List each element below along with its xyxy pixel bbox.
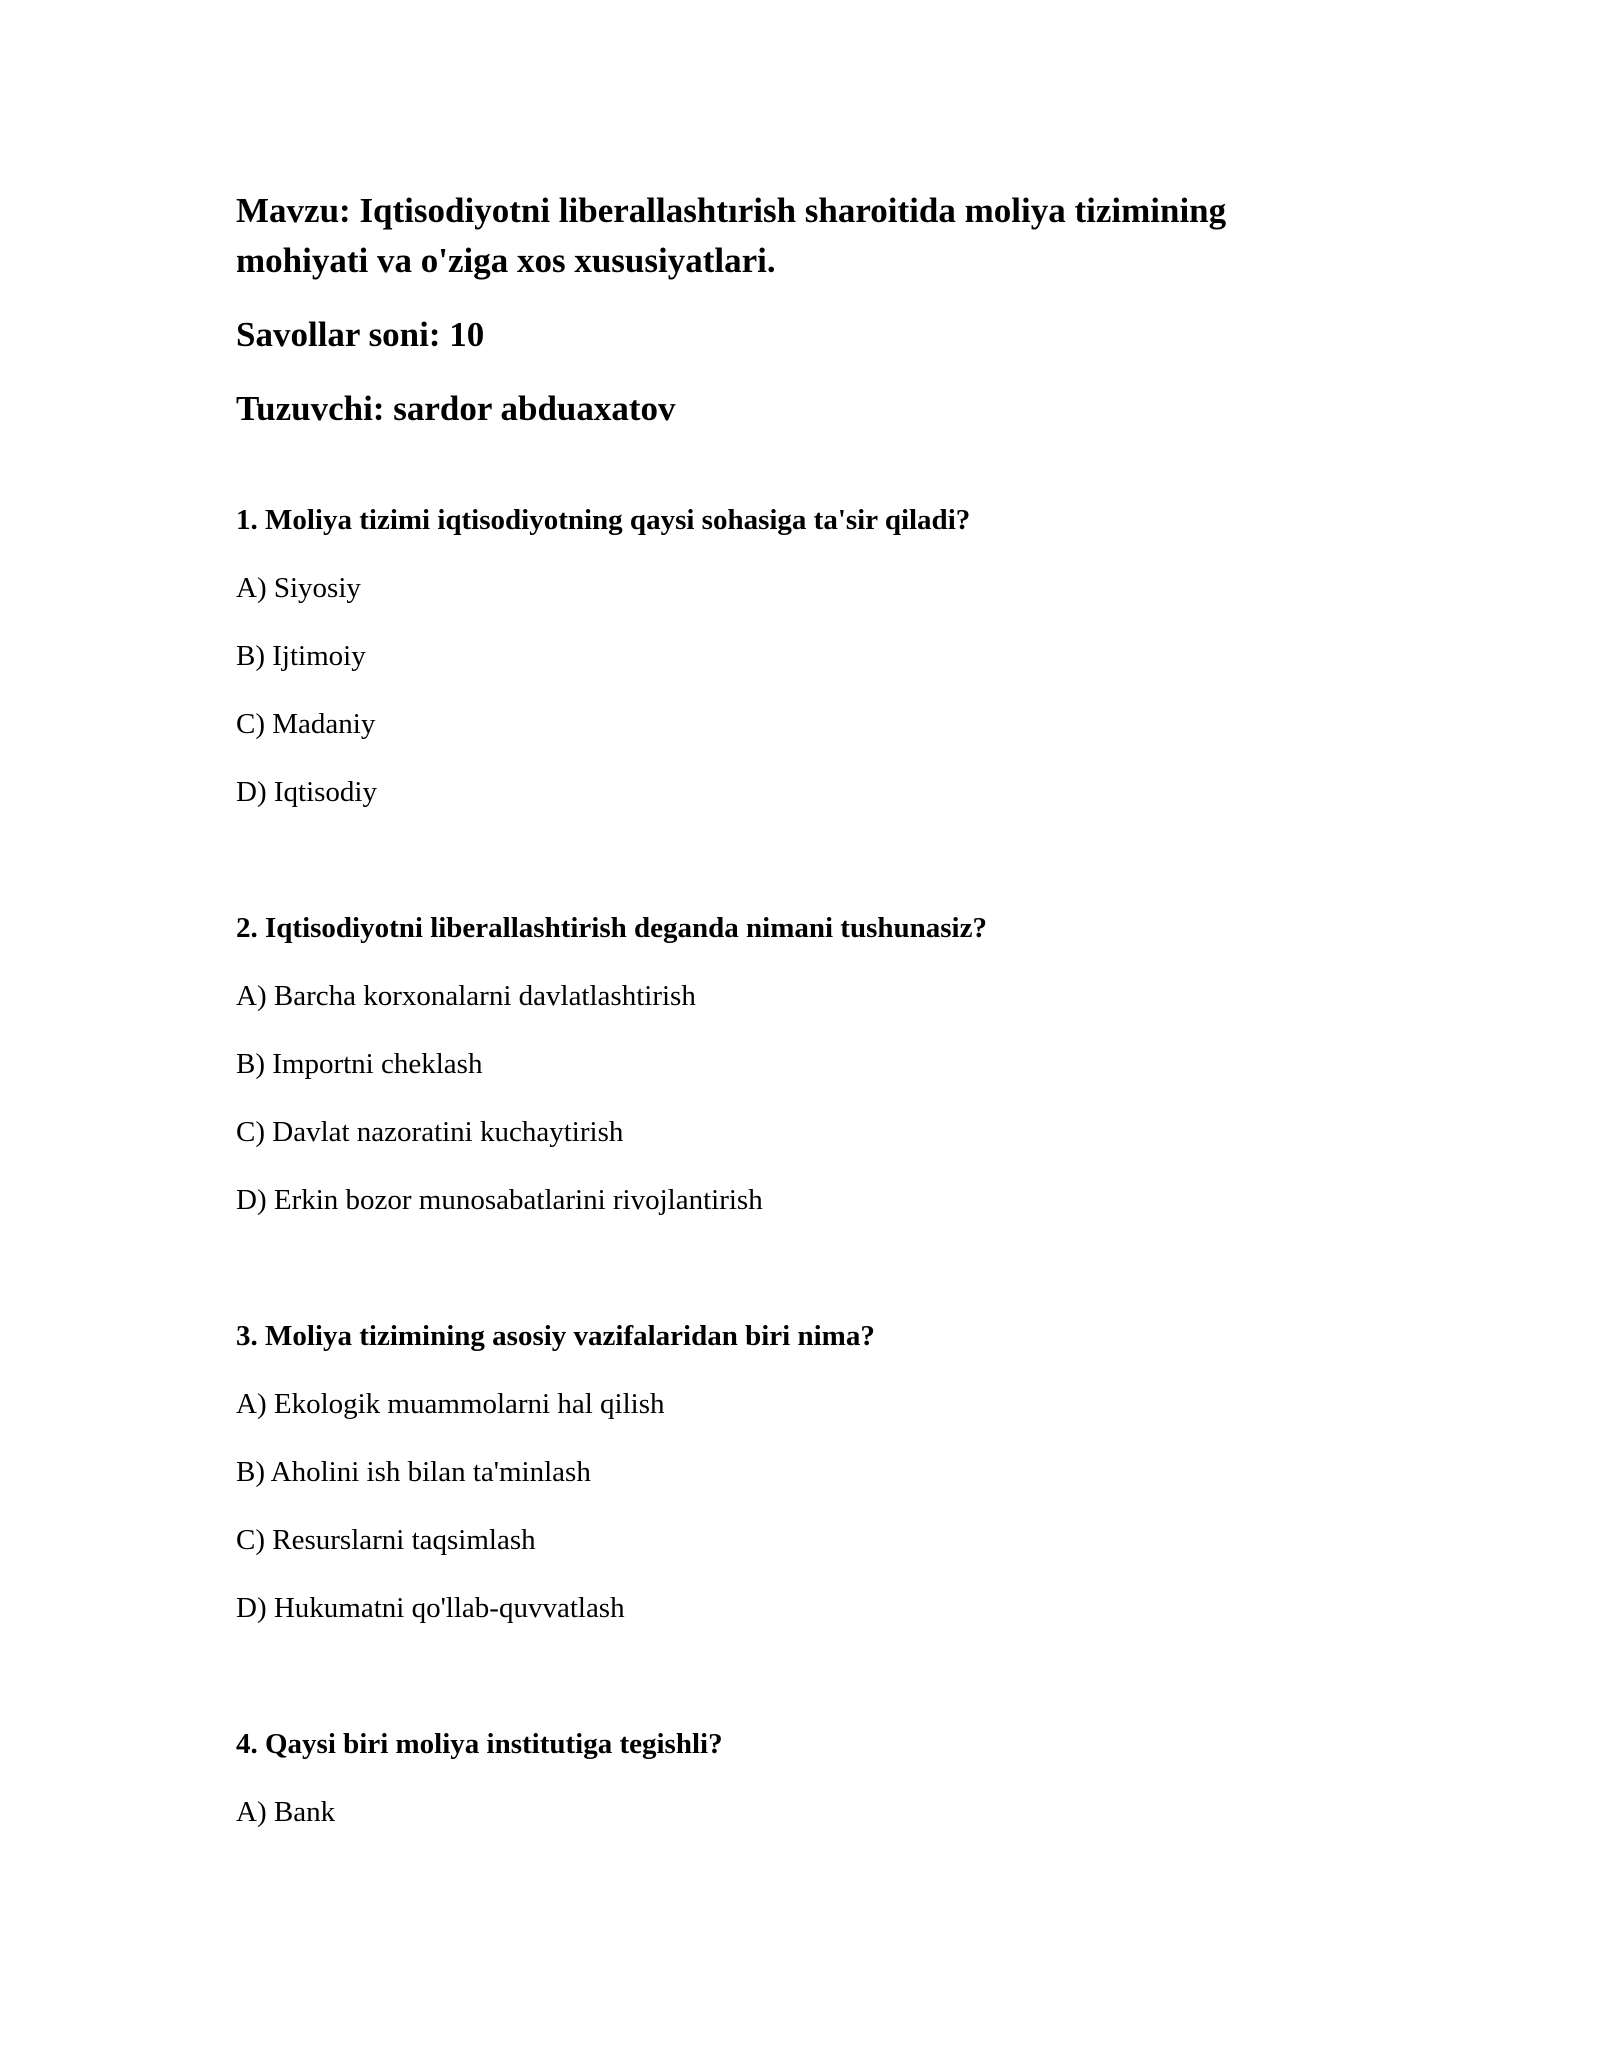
- question-text: 4. Qaysi biri moliya institutiga tegishli?: [236, 1728, 723, 1760]
- answer-option: D) Hukumatni qo'llab-quvvatlash: [236, 1592, 625, 1624]
- question-text: 2. Iqtisodiyotni liberallashtirish deganda nimani tushunasiz?: [236, 912, 987, 944]
- answer-options: [236, 570, 1366, 810]
- document-content: [236, 186, 1366, 1830]
- header-spacer: [236, 434, 1366, 502]
- question-block: [236, 910, 1366, 1218]
- answer-option: D) Iqtisodiy: [236, 776, 377, 808]
- answer-option: A) Barcha korxonalarni davlatlashtirish: [236, 980, 696, 1012]
- question-spacer: [236, 810, 1366, 910]
- question-spacer: [236, 1626, 1366, 1726]
- question-text: 3. Moliya tizimining asosiy vazifalaridan biri nima?: [236, 1320, 875, 1352]
- answer-options: [236, 1794, 1366, 1830]
- answer-option: A) Siyosiy: [236, 572, 361, 604]
- question-block: [236, 502, 1366, 810]
- question-text: 1. Moliya tizimi iqtisodiyotning qaysi sohasiga ta'sir qiladi?: [236, 504, 971, 536]
- answer-options: [236, 1386, 1366, 1626]
- answer-option: C) Davlat nazoratini kuchaytirish: [236, 1116, 624, 1148]
- answer-option: A) Bank: [236, 1796, 336, 1828]
- answer-option: C) Resurslarni taqsimlash: [236, 1524, 536, 1556]
- topic-line-2: mohiyati va o'ziga xos xususiyatlari.: [236, 241, 776, 280]
- answer-option: A) Ekologik muammolarni hal qilish: [236, 1388, 665, 1420]
- answer-option: B) Aholini ish bilan ta'minlash: [236, 1456, 591, 1488]
- question-block: [236, 1318, 1366, 1626]
- answer-option: B) Ijtimoiy: [236, 640, 366, 672]
- topic-line-1: Mavzu: Iqtisodiyotni liberallashtırish sharoitida moliya tizimining: [236, 191, 1227, 230]
- answer-option: D) Erkin bozor munosabatlarini rivojlantirish: [236, 1184, 763, 1216]
- answer-options: [236, 978, 1366, 1218]
- answer-option: B) Importni cheklash: [236, 1048, 483, 1080]
- answer-option: C) Madaniy: [236, 708, 376, 740]
- question-count: Savollar soni: 10: [236, 315, 485, 354]
- author-line: Tuzuvchi: sardor abduaxatov: [236, 389, 676, 428]
- topic-heading: [236, 186, 1366, 286]
- question-block: [236, 1726, 1366, 1830]
- question-spacer: [236, 1218, 1366, 1318]
